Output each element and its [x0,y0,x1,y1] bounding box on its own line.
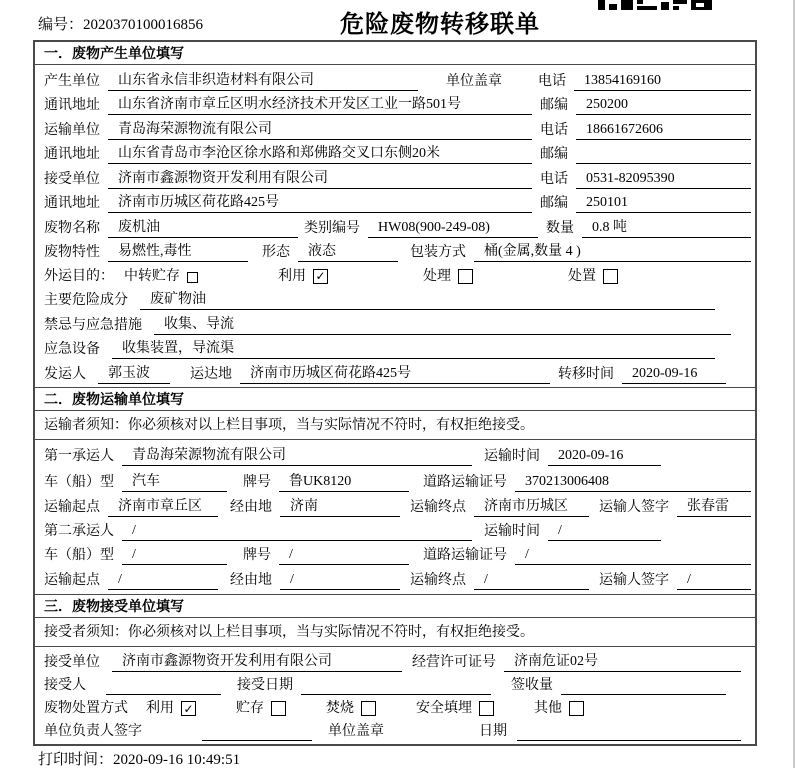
signature1-label: 运输人签字 [599,499,669,515]
receiver-label: 接受单位 [44,171,100,187]
carrier2-value: / [122,523,472,541]
row-disposal [35,697,755,718]
via1-label: 经由地 [230,499,272,515]
origin1-label: 运输起点 [44,499,100,515]
row-equipment [35,337,755,359]
address1-value: 山东省济南市章丘区明水经济技术开发区工业一路501号 [108,93,532,115]
via1-value: 济南 [280,495,400,517]
taboo-value: 收集、导流 [154,313,731,335]
phone3-label: 电话 [540,171,568,187]
signature2-label: 运输人签字 [599,572,669,588]
signature1-value: 张春雷 [677,495,751,517]
checkbox-disposal-utilize-icon: ✓ [181,701,196,716]
row-route2 [35,569,755,590]
shipper-label: 发运人 [44,366,86,382]
zip1-value: 250200 [576,97,751,115]
characteristic-value: 易燃性,毒性 [108,240,248,262]
address3-label: 通讯地址 [44,196,100,211]
hazard-value: 废矿物油 [140,288,715,310]
terminus2-value: / [474,572,589,590]
responsible-signature-label: 单位负责人签字 [44,724,142,739]
zip3-label: 邮编 [540,196,568,211]
qr-code-icon [598,0,712,10]
time1-value: 2020-09-16 [548,448,661,466]
date-value [517,723,741,741]
disposal-storage-label: 贮存 [236,701,264,716]
page-edge-line [793,0,795,768]
row-route1 [35,495,755,517]
transporter-label: 运输单位 [44,122,100,138]
phone2-value: 18661672606 [576,122,751,140]
carrier1-label: 第一承运人 [44,449,114,465]
destination-label: 运达地 [190,366,232,382]
row-vehicle2 [35,544,755,565]
checkbox-utilize-icon: ✓ [313,269,328,284]
receive-unit-label: 接受单位 [44,655,100,670]
checkbox-transfer-storage-icon [187,272,198,283]
date-label: 日期 [479,724,507,739]
checkbox-disposal-other-icon [569,701,584,716]
category-value: HW08(900-249-08) [368,220,538,238]
address3-value: 济南市历城区荷花路425号 [108,191,532,213]
recipient-value [106,677,221,695]
receiver-seal-label: 单位盖章 [328,724,384,739]
row-shipper [35,362,755,384]
section3-body [35,647,755,744]
origin2-label: 运输起点 [44,572,100,588]
row-address3 [35,191,755,213]
recipient-label: 接受人 [44,678,86,693]
time2-label: 运输时间 [484,524,540,540]
characteristic-label: 废物特性 [44,245,100,260]
checkbox-disposal-storage-icon [271,701,286,716]
doc-number-label: 编号： [38,17,84,33]
purpose-label: 外运目的： [44,268,114,284]
page-title: 危险废物转移联单 [340,11,540,38]
equipment-value: 收集装置，导流渠 [112,337,715,359]
section1-body [35,65,755,387]
form-label: 形态 [262,245,290,260]
row-producer [35,69,755,91]
road-permit2-label: 道路运输证号 [423,548,507,564]
terminus2-label: 运输终点 [410,572,466,588]
doc-number-value: 2020370100016856 [83,17,204,33]
section1-title: 一．废物产生单位填写 [35,42,755,65]
phone3-value: 0531-82095390 [576,171,751,189]
receive-date-value [301,677,491,695]
checkbox-treat-icon [458,269,473,284]
permit-value: 济南危证02号 [504,650,741,672]
checkbox-disposal-landfill-icon [479,701,494,716]
section2-notice: 运输者须知：你必须核对以上栏目事项，当与实际情况不符时，有权拒绝接受。 [35,411,755,440]
via2-label: 经由地 [230,572,272,588]
receive-date-label: 接受日期 [237,678,293,693]
category-label: 类别编号 [304,220,360,236]
row-taboo [35,313,755,335]
hazard-label: 主要危险成分 [44,293,128,308]
carrier2-label: 第二承运人 [44,524,114,540]
row-vehicle1 [35,470,755,492]
vehicle1-value: 汽车 [122,470,227,492]
packaging-value: 桶(金属,数量 4 ) [474,240,751,262]
plate1-label: 牌号 [243,474,271,490]
manifest-form [33,40,757,746]
zip3-value: 250101 [576,195,751,213]
waste-name-label: 废物名称 [44,220,100,236]
quantity-value: 0.8 吨 [582,216,751,238]
via2-value: / [280,572,400,590]
received-amount-value [561,677,726,695]
phone1-value: 13854169160 [574,73,751,91]
section2-title: 二．废物运输单位填写 [35,387,755,411]
shipper-value: 郭玉波 [98,362,170,384]
disposal-landfill-label: 安全填埋 [416,701,472,716]
road-permit1-label: 道路运输证号 [423,474,507,490]
purpose-dispose-label: 处置 [568,268,596,284]
plate1-value: 鲁UK8120 [279,470,409,492]
row-address1 [35,93,755,115]
print-time-value: 2020-09-16 10:49:51 [113,752,241,768]
row-hazard [35,288,755,310]
destination-value: 济南市历城区荷花路425号 [240,362,550,384]
road-permit1-value: 370213006408 [515,474,751,492]
producer-label: 产生单位 [44,73,100,89]
section2-body [35,440,755,594]
phone2-label: 电话 [540,122,568,138]
row-carrier2 [35,520,755,541]
row-receiver [35,167,755,189]
address2-value: 山东省青岛市李沧区徐水路和郑佛路交叉口东侧20米 [108,142,532,164]
packaging-label: 包装方式 [410,245,466,260]
time2-value: / [548,523,661,541]
equipment-label: 应急设备 [44,342,100,357]
receive-unit-value: 济南市鑫源物资开发利用有限公司 [112,650,402,672]
carrier1-value: 青岛海荣源物流有限公司 [122,444,472,466]
signature2-value: / [677,572,751,590]
vehicle1-label: 车（船）型 [44,474,114,490]
producer-value: 山东省永信非织造材料有限公司 [108,69,418,91]
vehicle2-value: / [122,547,227,565]
transporter-value: 青岛海荣源物流有限公司 [108,118,532,140]
disposal-label: 废物处置方式 [44,701,128,716]
transfer-time-label: 转移时间 [558,366,614,382]
row-receive-unit [35,650,755,672]
waste-name-value: 废机油 [108,216,298,238]
unit-seal-label: 单位盖章 [446,73,502,89]
quantity-label: 数量 [546,220,574,236]
row-transporter [35,118,755,140]
terminus1-value: 济南市历城区 [474,495,589,517]
road-permit2-value: / [515,547,751,565]
section3-notice: 接受者须知：你必须核对以上栏目事项，当与实际情况不符时，有权拒绝接受。 [35,618,755,647]
origin2-value: / [108,572,218,590]
received-amount-label: 签收量 [511,678,553,693]
row-characteristic [35,240,755,262]
responsible-signature-value [202,723,312,741]
section3-title: 三．废物接受单位填写 [35,594,755,618]
purpose-treat-label: 处理 [423,268,451,284]
permit-label: 经营许可证号 [412,655,496,670]
vehicle2-label: 车（船）型 [44,548,114,564]
zip1-label: 邮编 [540,98,568,113]
plate2-value: / [279,547,409,565]
zip2-value [576,146,751,164]
row-recipient [35,674,755,695]
checkbox-dispose-icon [603,269,618,284]
checkbox-disposal-incinerate-icon [361,701,376,716]
transfer-time-value: 2020-09-16 [622,366,726,384]
address2-label: 通讯地址 [44,147,100,162]
row-responsible-signature [35,720,755,741]
form-value: 液态 [298,240,398,262]
row-waste-name [35,216,755,238]
receiver-value: 济南市鑫源物资开发利用有限公司 [108,167,532,189]
terminus1-label: 运输终点 [410,499,466,515]
address1-label: 通讯地址 [44,98,100,113]
taboo-label: 禁忌与应急措施 [44,317,142,333]
time1-label: 运输时间 [484,449,540,465]
purpose-utilize-label: 利用 [278,268,306,284]
print-time [38,748,240,768]
disposal-utilize-label: 利用 [146,701,174,716]
phone1-label: 电话 [538,73,566,89]
purpose-transfer-storage-label: 中转贮存 [124,268,180,284]
row-address2 [35,142,755,164]
disposal-other-label: 其他 [534,701,562,716]
row-purpose [35,265,755,286]
row-carrier1 [35,444,755,466]
zip2-label: 邮编 [540,147,568,162]
origin1-value: 济南市章丘区 [108,495,218,517]
plate2-label: 牌号 [243,548,271,564]
disposal-incinerate-label: 焚烧 [326,701,354,716]
print-time-label: 打印时间： [38,752,114,768]
